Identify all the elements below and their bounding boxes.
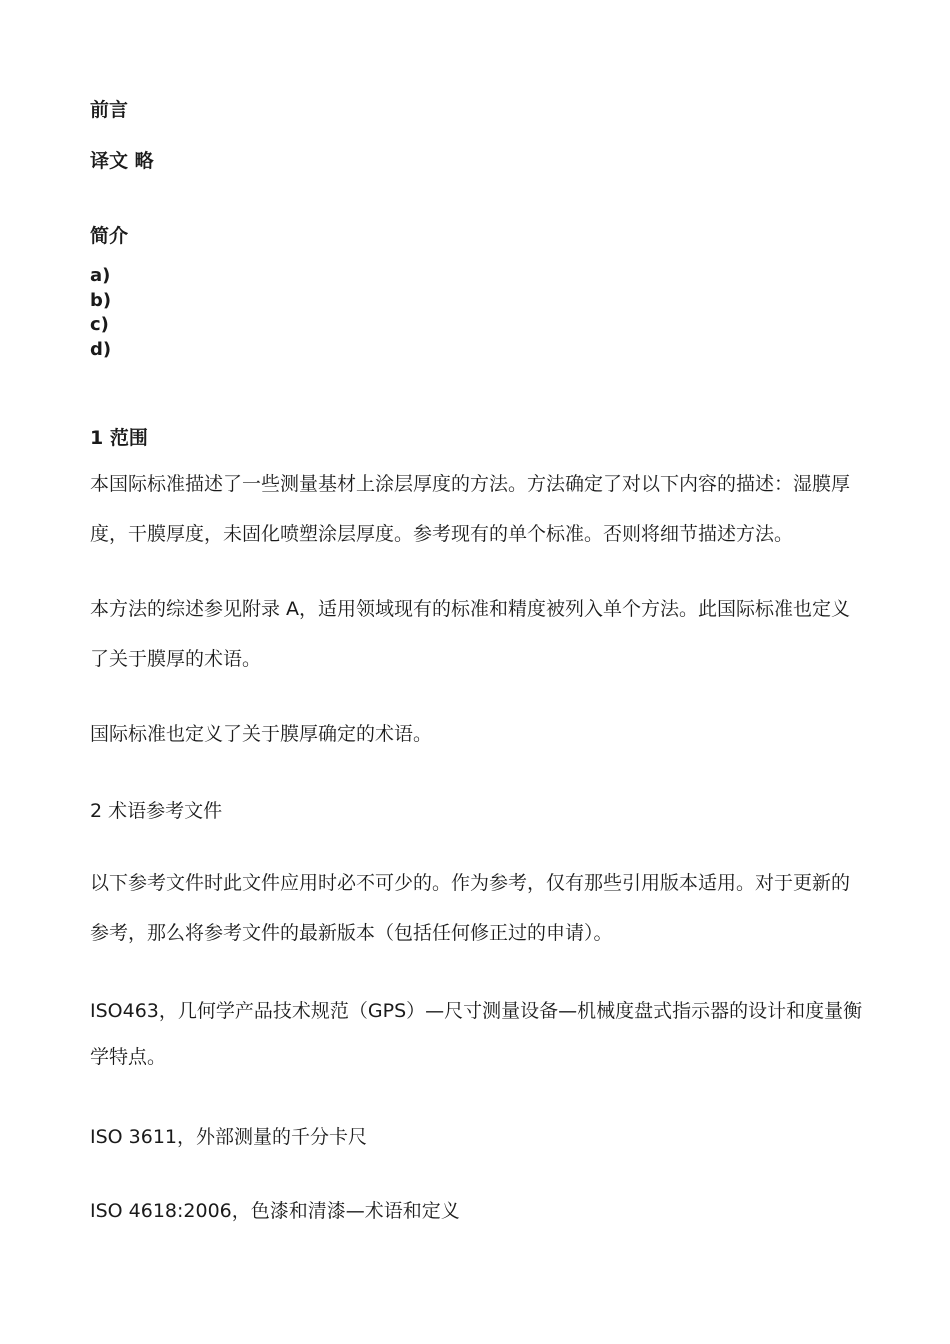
intro-heading: 简介 — [90, 225, 129, 247]
section2-para1-line1: 以下参考文件时此文件应用时必不可少的。作为参考，仅有那些引用版本适用。对于更新的 — [90, 872, 851, 894]
section1-para1-line2: 度，干膜厚度，未固化喷塑涂层厚度。参考现有的单个标准。否则将细节描述方法。 — [90, 523, 794, 545]
reference-iso3611: ISO 3611，外部测量的千分卡尺 — [90, 1126, 368, 1148]
intro-item-d: d) — [90, 339, 112, 360]
reference-iso4618: ISO 4618:2006，色漆和清漆—术语和定义 — [90, 1200, 460, 1222]
section2-para1-line2: 参考，那么将参考文件的最新版本（包括任何修正过的申请）。 — [90, 922, 613, 944]
section1-para2-line2: 了关于膜厚的术语。 — [90, 648, 262, 670]
section2-heading: 2 术语参考文件 — [90, 800, 223, 822]
intro-item-a: a) — [90, 265, 111, 286]
foreword-heading: 前言 — [90, 99, 129, 121]
reference-iso463-line1: ISO463，几何学产品技术规范（GPS）—尺寸测量设备—机械度盘式指示器的设计和度量衡 — [90, 1000, 863, 1022]
section1-para3: 国际标准也定义了关于膜厚确定的术语。 — [90, 723, 433, 745]
intro-item-c: c) — [90, 314, 109, 335]
section1-heading: 1 范围 — [90, 427, 148, 449]
section1-para1-line1: 本国际标准描述了一些测量基材上涂层厚度的方法。方法确定了对以下内容的描述：湿膜厚 — [90, 473, 851, 495]
intro-item-b: b) — [90, 290, 112, 311]
section1-para2-line1: 本方法的综述参见附录 A，适用领域现有的标准和精度被列入单个方法。此国际标准也定义 — [90, 598, 851, 620]
reference-iso463-line2: 学特点。 — [90, 1046, 167, 1068]
translation-note: 译文 略 — [90, 150, 154, 172]
